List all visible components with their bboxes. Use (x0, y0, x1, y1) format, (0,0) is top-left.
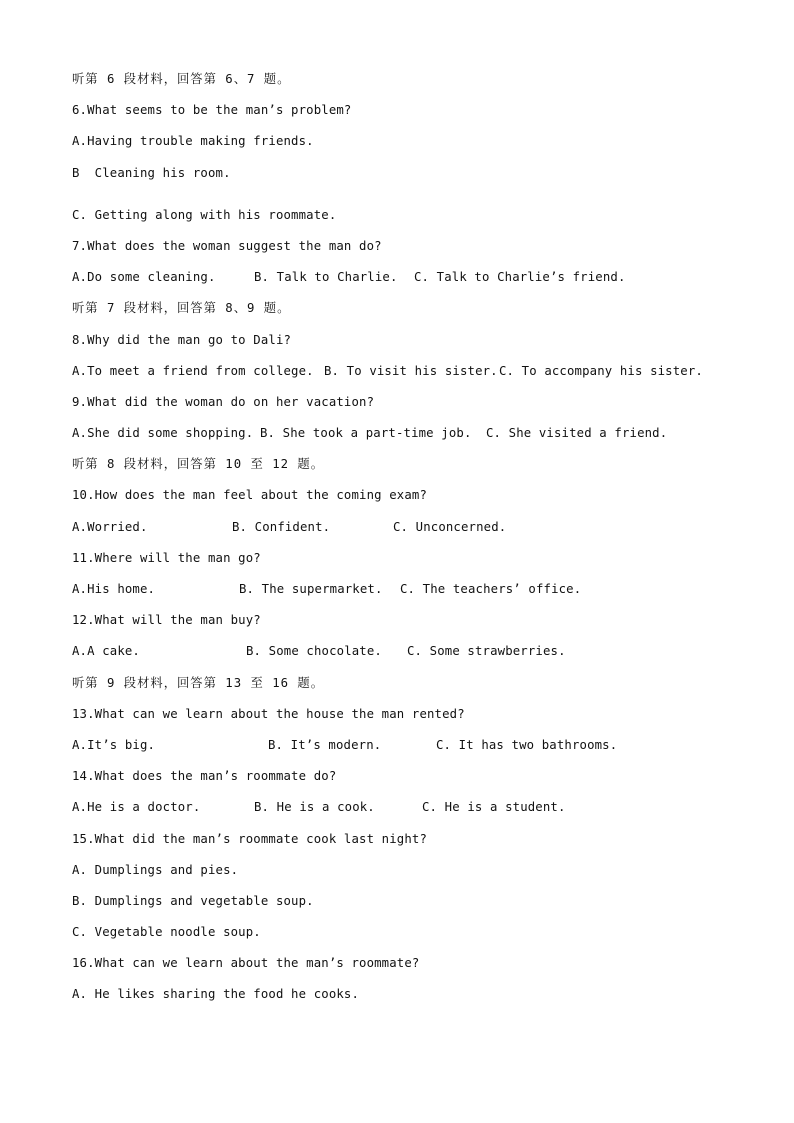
q13-option-c: C. It has two bathrooms. (436, 737, 618, 752)
q11-option-b: B. The supermarket. (239, 582, 383, 596)
q6-option-a: A.Having trouble making friends. (72, 134, 314, 149)
exam-page (72, 64, 772, 1011)
q11-option-a: A.His home. (72, 582, 156, 596)
q15-option-b: B. Dumplings and vegetable soup. (72, 893, 314, 908)
q9-options (72, 418, 772, 449)
q11-option-c: C. The teachers’ office. (400, 582, 582, 596)
section-heading: 听第 6 段材料，回答第 6、7 题。 (72, 72, 291, 86)
q8-option-a: A.To meet a friend from college. (72, 363, 314, 378)
question-14: 14.What does the man’s roommate do? (72, 769, 337, 784)
q10-option-c: C. Unconcerned. (393, 519, 507, 534)
q9-option-a: A.She did some shopping. (72, 426, 254, 441)
q12-option-a: A.A cake. (72, 644, 140, 659)
q6-option-b: B Cleaning his room. (72, 165, 231, 180)
q8-option-b: B. To visit his sister. (324, 363, 498, 378)
question-13: 13.What can we learn about the house the man rented? (72, 706, 465, 721)
question-6: 6.What seems to be the man’s problem? (72, 103, 352, 118)
question-9: 9.What did the woman do on her vacation? (72, 394, 375, 409)
q15-option-a: A. Dumplings and pies. (72, 862, 239, 877)
q12-options (72, 636, 772, 667)
q9-option-b: B. She took a part-time job. (260, 426, 472, 441)
q10-option-a: A.Worried. (72, 519, 148, 534)
q10-options (72, 512, 772, 543)
q7-option-c: C. Talk to Charlie’s friend. (414, 270, 626, 285)
q13-option-a: A.It’s big. (72, 737, 156, 752)
q7-option-a: A.Do some cleaning. (72, 270, 216, 285)
q7-options (72, 262, 772, 293)
question-10: 10.How does the man feel about the coming exam? (72, 488, 428, 503)
q14-option-b: B. He is a cook. (254, 800, 375, 815)
section-heading: 听第 7 段材料，回答第 8、9 题。 (72, 301, 291, 316)
q14-options (72, 792, 772, 823)
q11-options (72, 574, 772, 605)
section-heading: 听第 8 段材料，回答第 10 至 12 题。 (72, 457, 324, 472)
q12-option-c: C. Some strawberries. (407, 644, 566, 659)
question-7: 7.What does the woman suggest the man do? (72, 238, 382, 253)
question-8: 8.Why did the man go to Dali? (72, 332, 292, 347)
q9-option-c: C. She visited a friend. (486, 426, 668, 441)
q12-option-b: B. Some chocolate. (246, 644, 382, 659)
q7-option-b: B. Talk to Charlie. (254, 270, 398, 285)
q14-option-a: A.He is a doctor. (72, 800, 201, 815)
question-12: 12.What will the man buy? (72, 613, 261, 628)
spacer (72, 189, 772, 200)
question-15: 15.What did the man’s roommate cook last night? (72, 831, 428, 846)
q16-option-a: A. He likes sharing the food he cooks. (72, 987, 360, 1002)
q6-option-c: C. Getting along with his roommate. (72, 207, 337, 222)
q13-options (72, 730, 772, 761)
q14-option-c: C. He is a student. (422, 800, 566, 815)
question-16: 16.What can we learn about the man’s roommate? (72, 956, 420, 971)
question-11: 11.Where will the man go? (72, 550, 261, 565)
q8-options (72, 356, 772, 387)
section-heading: 听第 9 段材料，回答第 13 至 16 题。 (72, 675, 324, 690)
q15-option-c: C. Vegetable noodle soup. (72, 925, 261, 940)
q10-option-b: B. Confident. (232, 519, 331, 534)
q8-option-c: C. To accompany his sister. (499, 363, 703, 378)
q13-option-b: B. It’s modern. (268, 737, 382, 752)
